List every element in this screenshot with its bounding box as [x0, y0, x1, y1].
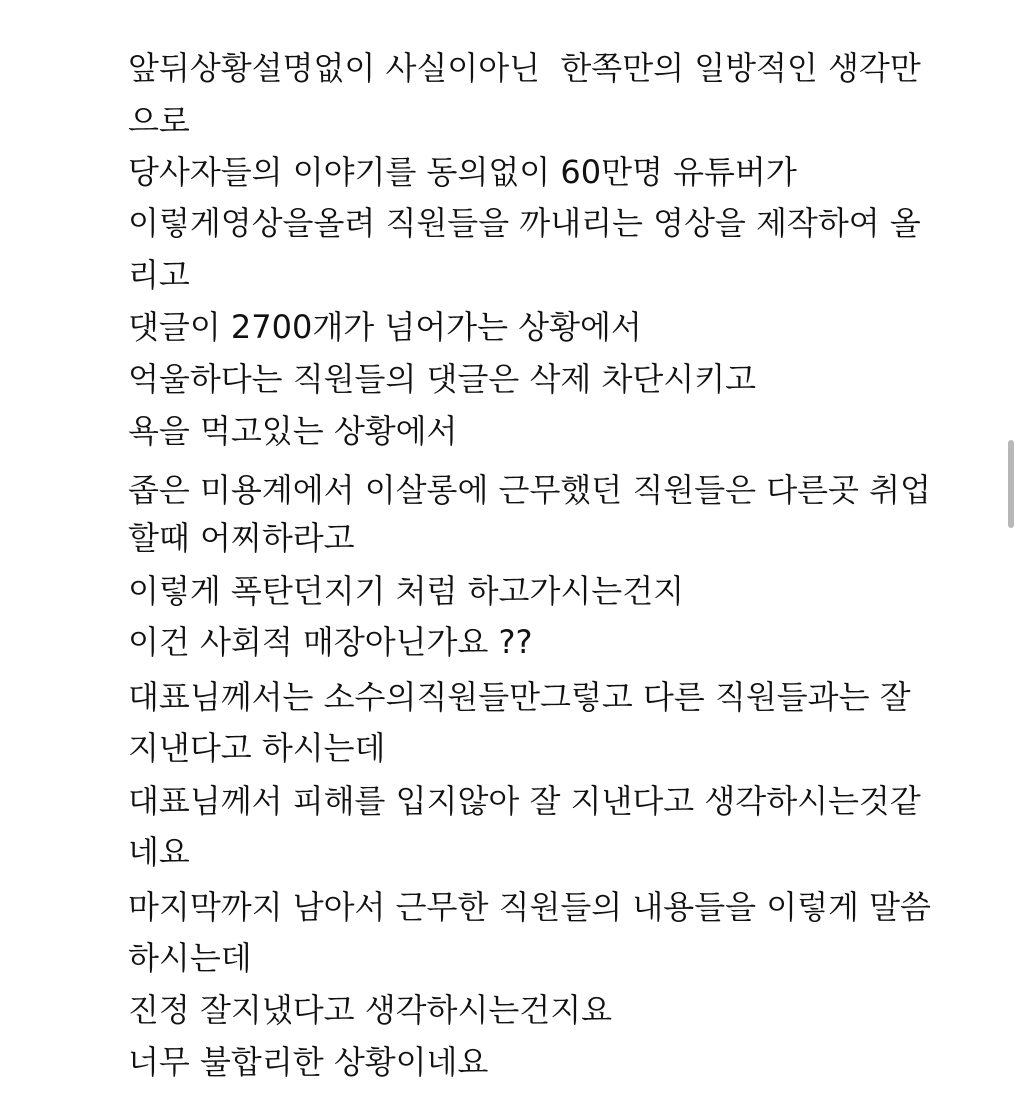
comment-line: 이렇게영상을올려 직원들을 까내리는 영상을 제작하여 올 [128, 204, 921, 242]
comment-line: 대표님께서 피해를 입지않아 잘 지낸다고 생각하시는것같 [128, 782, 921, 820]
comment-line: 너무 불합리한 상황이네요 [128, 1043, 489, 1081]
comment-line: 좁은 미용계에서 이살롱에 근무했던 직원들은 다른곳 취업 [128, 471, 931, 509]
comment-line: 앞뒤상황설명없이 사실이아닌 한쪽만의 일방적인 생각만 [128, 49, 921, 87]
comment-line: 네요 [128, 833, 190, 871]
comment-line: 억울하다는 직원들의 댓글은 삭제 차단시키고 [128, 360, 757, 398]
comment-line: 하시는데 [128, 939, 252, 977]
scrollbar-thumb[interactable] [1008, 440, 1014, 528]
comment-line: 지낸다고 하시는데 [128, 729, 386, 767]
comment-line: 진정 잘지냈다고 생각하시는건지요 [128, 991, 613, 1029]
comment-line: 댓글이 2700개가 넘어가는 상황에서 [128, 308, 642, 346]
comment-line: 할때 어찌하라고 [128, 519, 355, 557]
comment-line: 욕을 먹고있는 상황에서 [128, 412, 458, 450]
comment-line: 마지막까지 남아서 근무한 직원들의 내용들을 이렇게 말씀 [128, 888, 931, 926]
comment-line: 당사자들의 이야기를 동의없이 60만명 유튜버가 [128, 153, 797, 191]
comment-line: 으로 [128, 102, 190, 140]
comment-line: 대표님께서는 소수의직원들만그렇고 다른 직원들과는 잘 [128, 678, 911, 716]
comment-line: 리고 [128, 256, 190, 294]
comment-line: 이렇게 폭탄던지기 처럼 하고가시는건지 [128, 572, 685, 610]
comment-line: 이건 사회적 매장아닌가요 ?? [128, 623, 533, 661]
